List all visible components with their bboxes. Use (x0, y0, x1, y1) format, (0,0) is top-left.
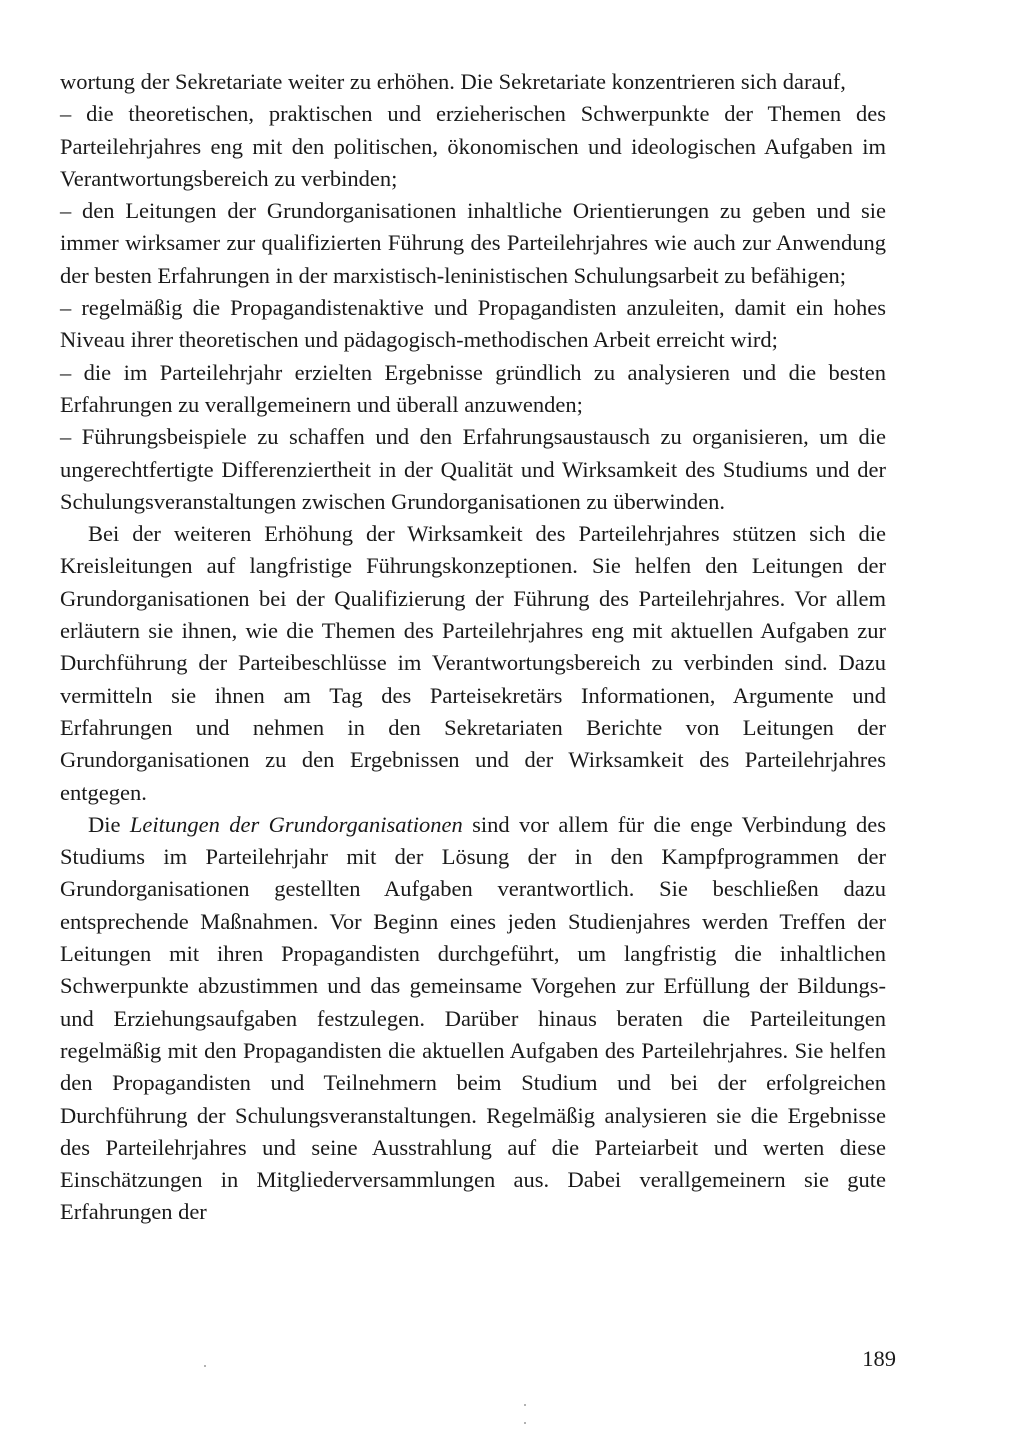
list-item: – die theoretischen, praktischen und erzieherischen Schwerpunkte der Themen des Parteilehrjahres eng mit den politischen, ökonomischen und ideologischen Aufgaben im Verantwortungsbereich zu verbinden; (60, 101, 886, 191)
scan-speck (204, 1365, 206, 1367)
paragraph-kreisleitungen: Bei der weiteren Erhöhung der Wirksamkeit des Parteilehrjahres stützen sich die Kreisleitungen auf langfristige Führungskonzeptionen. Sie helfen den Leitungen der Grundorganisationen bei der Qualifizierung der Führung des Parteilehrjahres. Vor allem erläutern sie ihnen, wie die Themen des Parteilehrjahres eng mit aktuellen Aufgaben zur Durchführung der Parteibeschlüsse im Verantwortungsbereich zu verbinden sind. Dazu vermitteln sie ihnen am Tag des Parteisekretärs Informationen, Argumente und Erfahrungen und nehmen in den Sekretariaten Berichte von Leitungen der Grundorganisationen zu den Ergebnissen und der Wirksamkeit des Parteilehrjahres entgegen. (60, 521, 886, 805)
paragraph-grundorganisationen (60, 809, 886, 1229)
page-number: 189 (862, 1346, 896, 1371)
list-item: – regelmäßig die Propagandistenaktive und Propagandisten anzuleiten, damit ein hohes Niveau ihrer theoretischen und pädagogisch-methodischen Arbeit erreicht wird; (60, 295, 886, 353)
body-text (60, 66, 886, 1229)
scan-speck (524, 1422, 526, 1424)
list-item: – Führungsbeispiele zu schaffen und den Erfahrungsaustausch zu organisieren, um die ungerechtfertigte Differenziertheit in der Qualität und Wirksamkeit des Studiums und der Schulungsveranstaltungen zwischen Grundorganisationen zu überwinden. (60, 424, 886, 514)
list-item: – den Leitungen der Grundorganisationen inhaltliche Orientierungen zu geben und sie immer wirksamer zur qualifizierten Führung des Parteilehrjahres wie auch zur Anwendung der besten Erfahrungen in der marxistisch-leninistischen Schulungsarbeit zu befähigen; (60, 198, 886, 288)
scan-speck (524, 1404, 526, 1406)
paragraph-body: sind vor allem für die enge Verbindung des Studiums im Parteilehrjahr mit der Lösung der in den Kampfprogrammen der Grundorganisationen gestellten Aufgaben verantwortlich. Sie beschließen dazu entsprechende Maßnahmen. Vor Beginn eines jeden Studienjahres werden Treffen der Leitungen mit ihren Propagandisten durchgeführt, um langfristig die inhaltlichen Schwerpunkte abzustimmen und das gemeinsame Vorgehen zur Erfüllung der Bildungs- und Erziehungsaufgaben festzulegen. Darüber hinaus beraten die Parteileitungen regelmäßig mit den Propagandisten die aktuellen Aufgaben des Parteilehrjahres. Sie helfen den Propagandisten und Teilnehmern beim Studium und bei der erfolgreichen Durchführung der Schulungsveranstaltungen. Regelmäßig analysieren sie die Ergebnisse des Parteilehrjahres und seine Ausstrahlung auf die Parteiarbeit und werten diese Einschätzungen in Mitgliederversammlungen aus. Dabei verallgemeinern sie gute Erfahrungen der (60, 811, 887, 1225)
emphasis-leitungen: Leitungen der Grundorganisationen (129, 811, 463, 837)
intro-paragraph: wortung der Sekretariate weiter zu erhöhen. Die Sekretariate konzentrieren sich darauf, (60, 69, 846, 94)
paragraph-lead-word: Die (88, 811, 121, 837)
list-item: – die im Parteilehrjahr erzielten Ergebnisse gründlich zu analysieren und die besten Erfahrungen zu verallgemeinern und überall anzuwenden; (60, 359, 886, 417)
